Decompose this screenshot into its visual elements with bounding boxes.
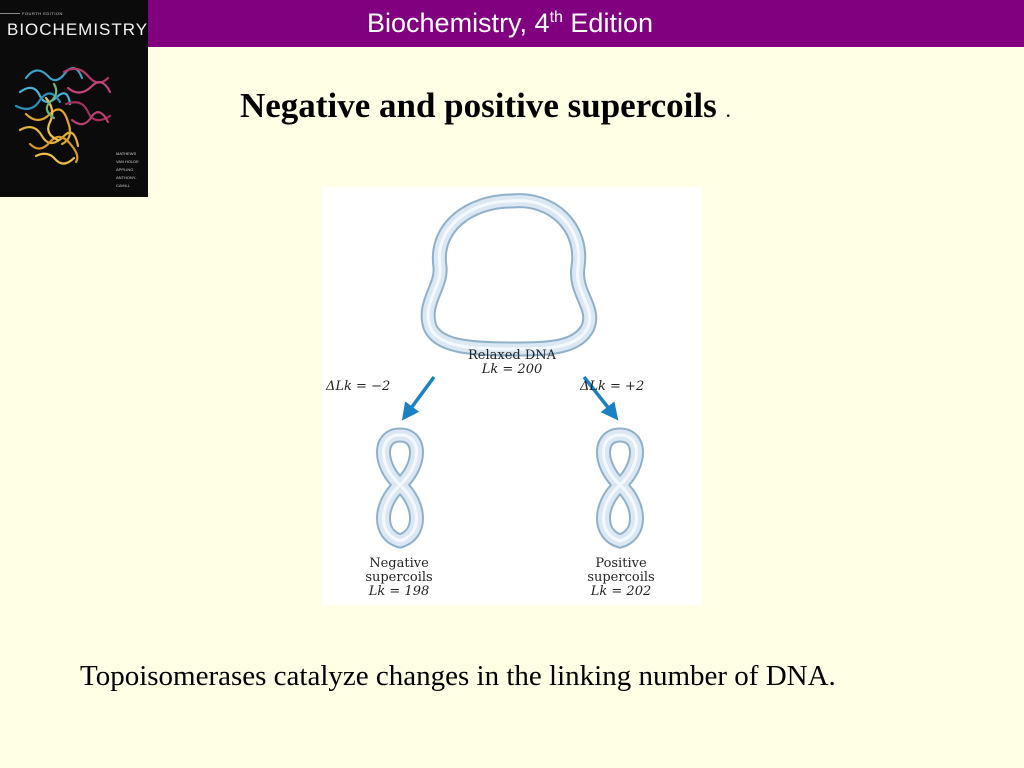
- book-authors: [116, 150, 148, 190]
- slide-heading: [240, 86, 731, 126]
- positive-supercoil: [604, 435, 637, 541]
- positive-lk: Lk = 202: [590, 584, 652, 599]
- supercoil-diagram: [322, 187, 702, 605]
- book-cover-image: [0, 0, 148, 197]
- relaxed-dna-loop: [428, 201, 590, 349]
- book-author: MATHEWS: [116, 151, 137, 156]
- relaxed-dna-lk: Lk = 200: [481, 362, 543, 377]
- book-author: VAN HOLDE: [116, 159, 139, 164]
- slide-caption: Topoisomerases catalyze changes in the linking number of DNA.: [80, 660, 836, 692]
- negative-supercoil-label: [344, 557, 454, 599]
- delta-lk-negative: ΔLk = −2: [326, 379, 391, 394]
- negative-lk: Lk = 198: [368, 584, 430, 599]
- slide-heading-period: .: [725, 97, 731, 122]
- positive-supercoil-label: [566, 557, 676, 599]
- positive-label-line1: Positive: [595, 556, 647, 571]
- header-title: [300, 8, 720, 39]
- book-title: BIOCHEMISTRY: [7, 20, 148, 39]
- arrow-negative: [406, 377, 434, 415]
- book-author: ANTHONY-CAHILL: [116, 175, 137, 188]
- book-edition-text: FOURTH EDITION: [22, 11, 63, 16]
- book-edition-divider: [0, 13, 20, 14]
- protein-structure-art: [6, 48, 116, 168]
- delta-lk-positive: ΔLk = +2: [580, 379, 645, 394]
- header-title-tail: Edition: [562, 8, 653, 38]
- header-title-sup: th: [549, 9, 563, 26]
- relaxed-dna-title: Relaxed DNA: [467, 348, 557, 363]
- positive-label-line2: supercoils: [587, 570, 655, 585]
- header-title-main: Biochemistry, 4: [367, 8, 550, 38]
- negative-label-line2: supercoils: [365, 570, 433, 585]
- slide-heading-text: Negative and positive supercoils: [240, 86, 717, 125]
- supercoil-figure: [322, 187, 702, 605]
- negative-supercoil: [384, 435, 417, 541]
- relaxed-dna-label: [442, 349, 582, 377]
- book-author: APPLING: [116, 167, 134, 172]
- negative-label-line1: Negative: [369, 556, 429, 571]
